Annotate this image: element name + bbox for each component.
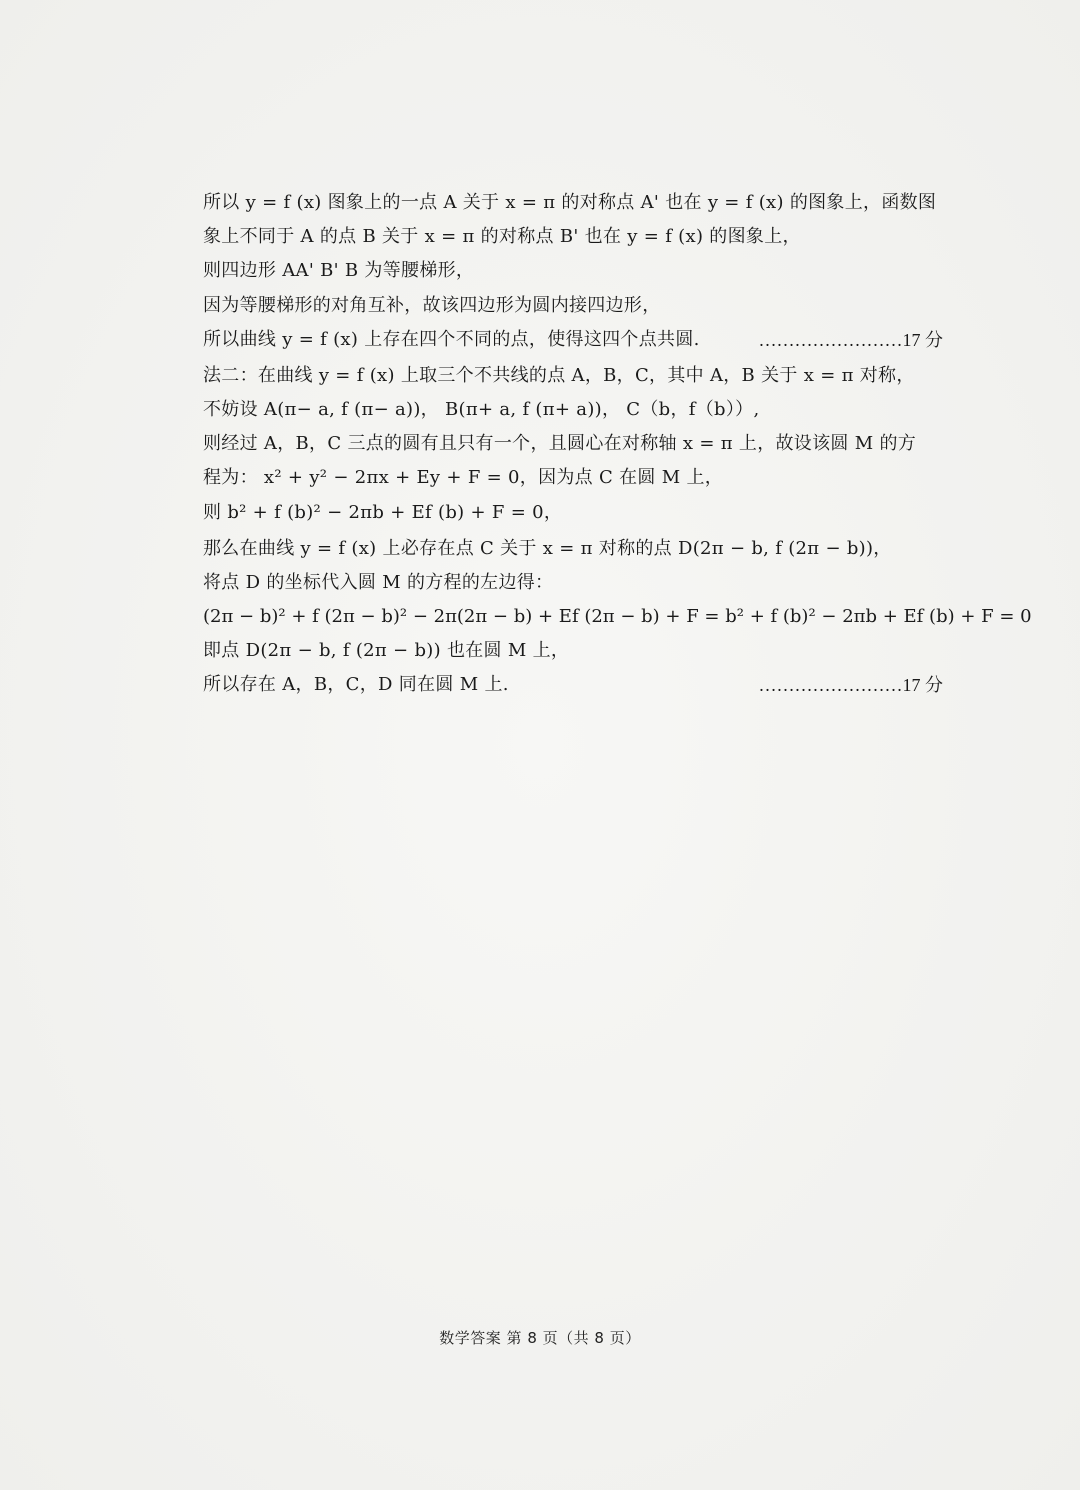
text-line [203, 461, 943, 495]
line-text: 将点 D 的坐标代入圆 M 的方程的左边得： [203, 571, 554, 593]
line-text: 所以 y = f (x) 图象上的一点 A 关于 x = π 的对称点 A' 也在 y = f (x) 的图象上，函数图 [203, 192, 937, 213]
line-text: 那么在曲线 y = f (x) 上必存在点 C 关于 x = π 对称的点 D(2π − b, f (2π − b))， [203, 537, 892, 559]
text-line [203, 254, 943, 288]
text-line [203, 634, 943, 668]
line-text: 所以存在 A，B，C，D 同在圆 M 上. [203, 674, 509, 696]
page-footer: 数学答案 第 8 页（共 8 页） [439, 1329, 641, 1347]
line-text: (2π − b)² + f (2π − b)² − 2π(2π − b) + Ef (2π − b) + F = b² + f (b)² − 2πb + Ef (b) + F = 0 [203, 605, 1032, 627]
score-mark: ……………………17 分 [758, 329, 943, 350]
line-text: 法二：在曲线 y = f (x) 上取三个不共线的点 A，B，C，其中 A，B 关于 x = π 对称， [203, 364, 915, 386]
text-line [203, 289, 943, 323]
text-line [203, 359, 943, 393]
line-text: 则 b² + f (b)² − 2πb + Ef (b) + F = 0， [203, 501, 563, 523]
text-line [203, 393, 943, 427]
line-text: 所以曲线 y = f (x) 上存在四个不同的点，使得这四个点共圆. [203, 328, 700, 350]
text-line [203, 668, 943, 704]
line-text: 因为等腰梯形的对角互补，故该四边形为圆内接四边形， [203, 294, 661, 316]
text-line [203, 427, 943, 461]
solution-text [203, 186, 1032, 704]
line-text: 不妨设 A(π− a, f (π− a))， B(π+ a, f (π+ a))， C（b，f（b））, [203, 398, 760, 420]
text-line [203, 532, 943, 566]
line-text: 则四边形 AA' B' B 为等腰梯形， [203, 260, 475, 282]
text-line [203, 566, 943, 600]
equation-line [203, 600, 1032, 634]
line-text: 即点 D(2π − b, f (2π − b)) 也在圆 M 上， [203, 640, 570, 662]
line-text: 象上不同于 A 的点 B 关于 x = π 的对称点 B' 也在 y = f (x) 的图象上， [203, 226, 801, 248]
text-line [203, 323, 943, 359]
line-text: 则经过 A，B，C 三点的圆有且只有一个，且圆心在对称轴 x = π 上，故设该圆 M 的方 [203, 433, 917, 455]
text-line [203, 186, 943, 220]
text-line [203, 220, 943, 254]
score-mark: ……………………17 分 [758, 675, 943, 696]
text-line [203, 496, 943, 532]
line-text: 程为： x² + y² − 2πx + Ey + F = 0，因为点 C 在圆 M 上， [203, 467, 724, 489]
